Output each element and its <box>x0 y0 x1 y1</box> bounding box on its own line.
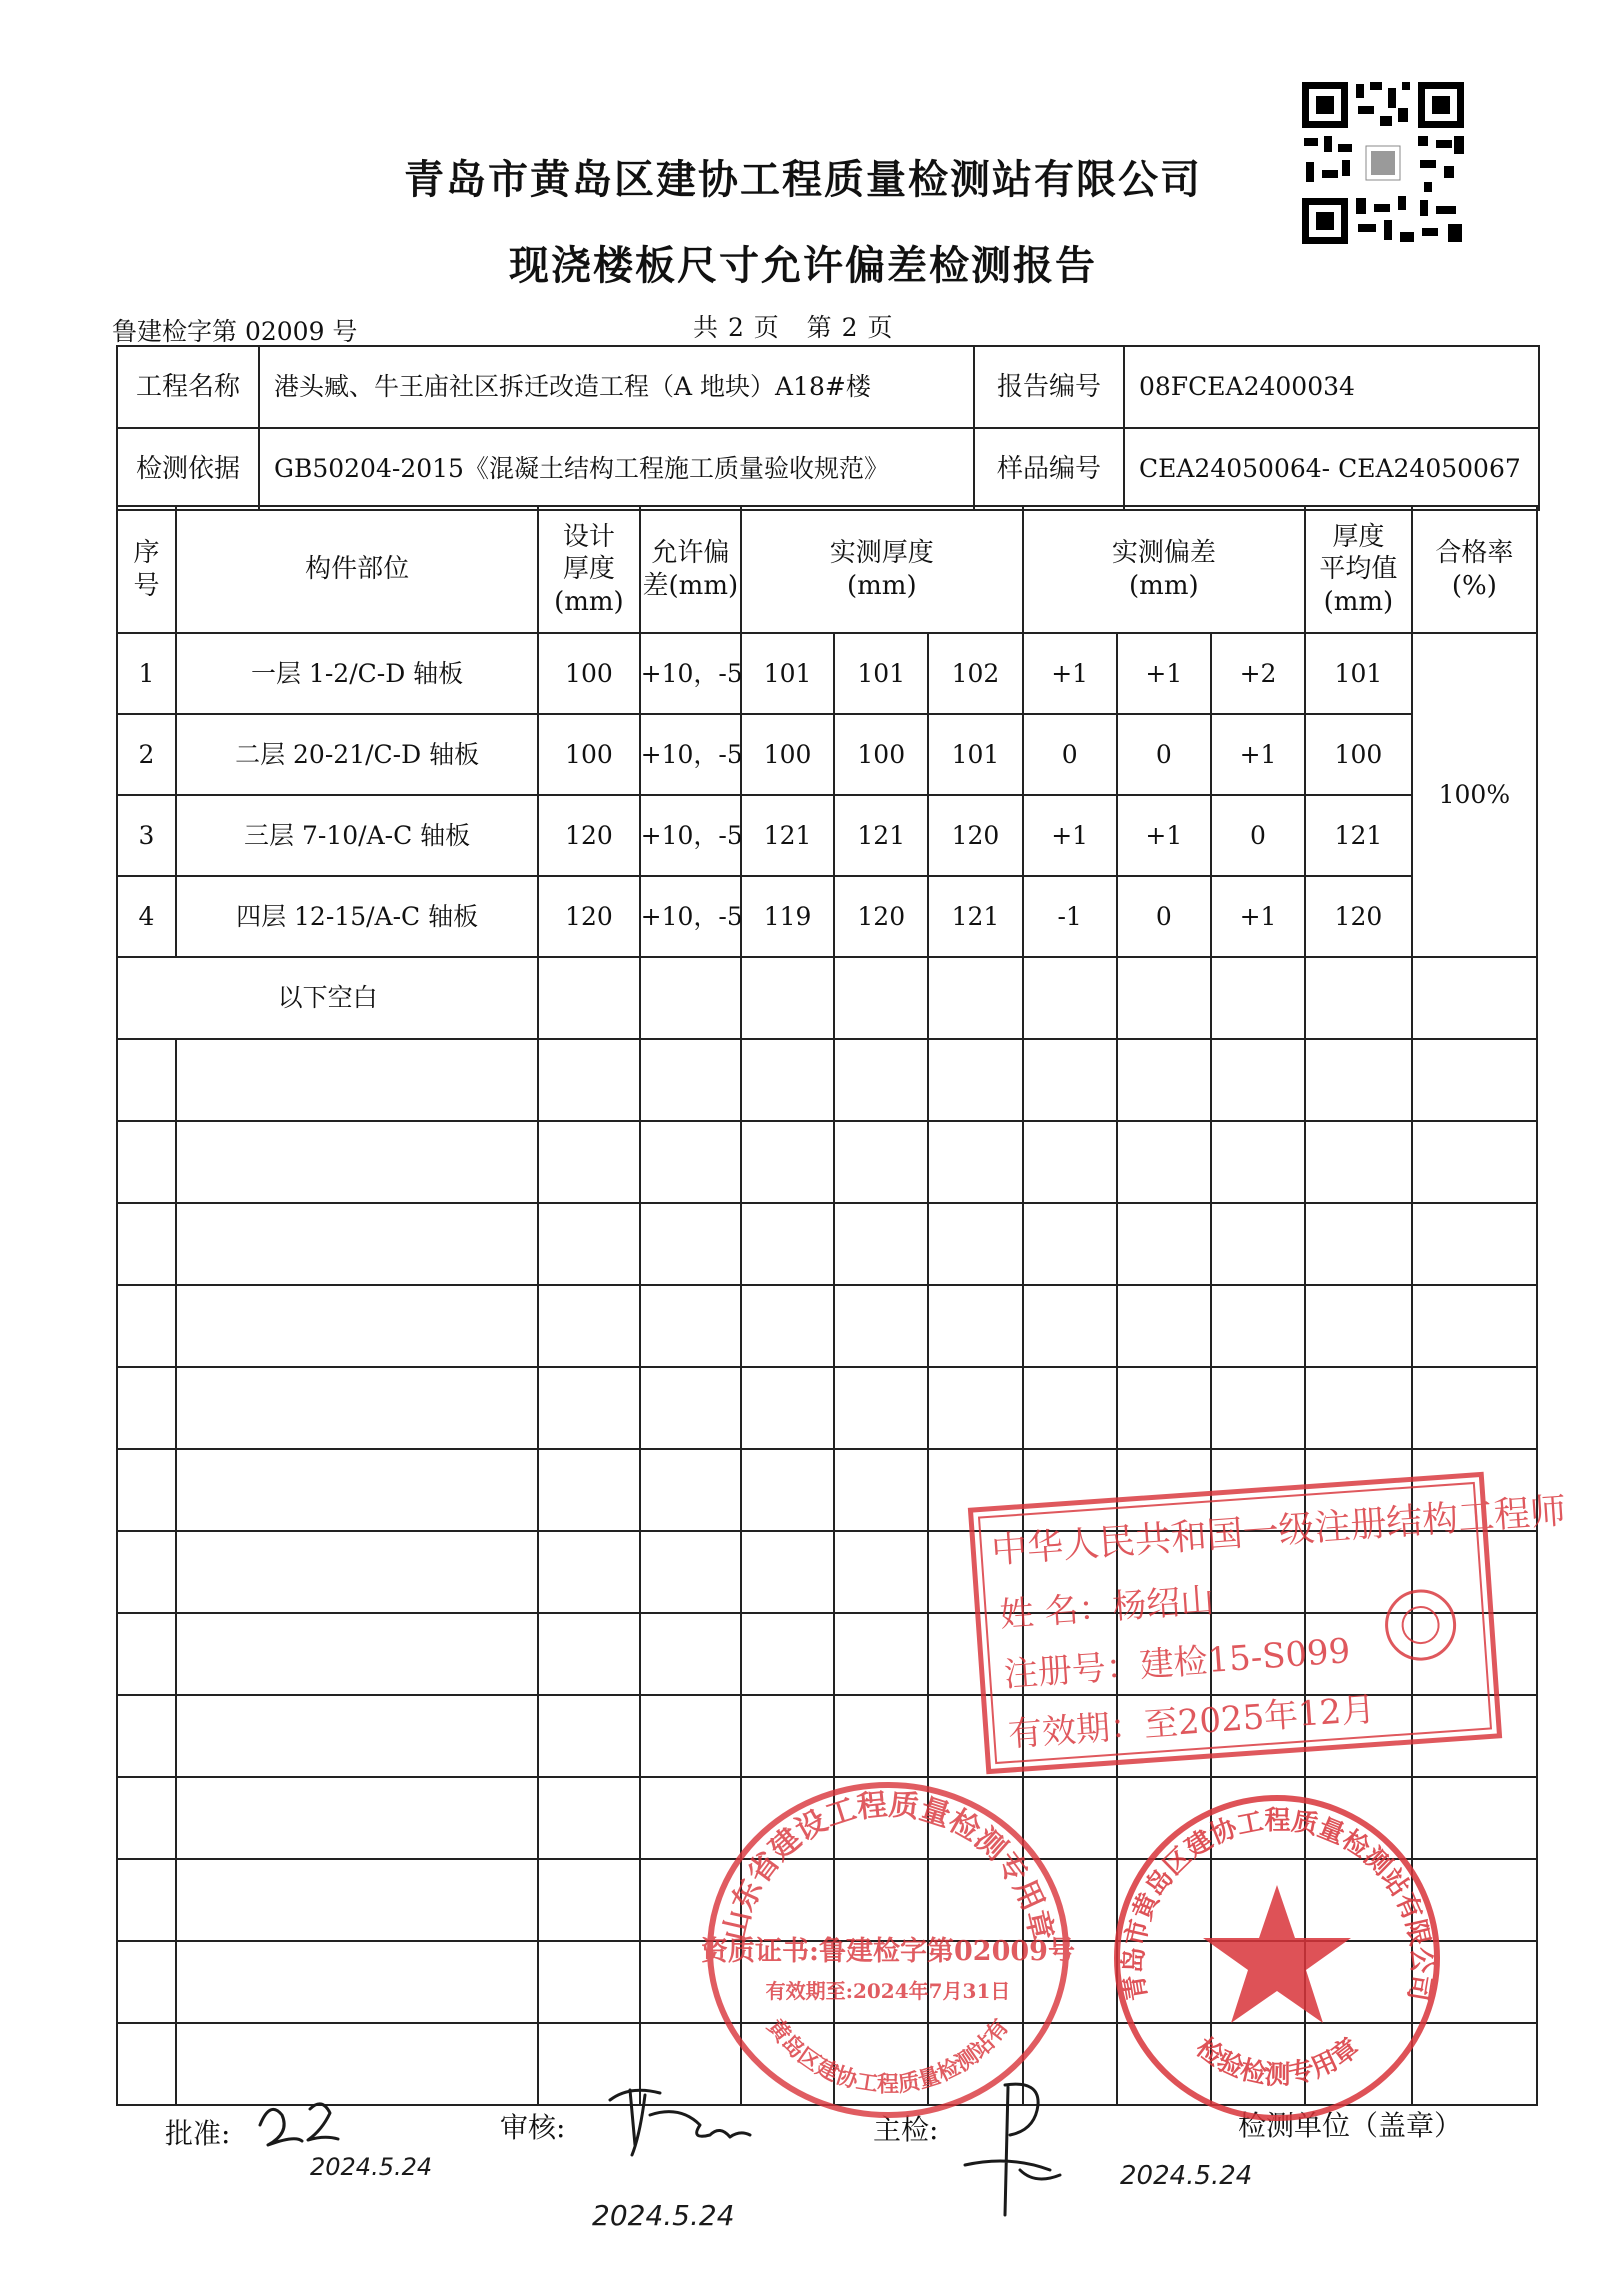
empty-cell <box>1023 1285 1117 1367</box>
row-part: 三层 7-10/A-C 轴板 <box>176 795 538 876</box>
empty-cell <box>117 1859 176 1941</box>
empty-cell <box>1305 1121 1412 1203</box>
blank-note-row <box>117 957 1537 1039</box>
empty-cell <box>176 1941 538 2023</box>
empty-cell <box>640 1613 741 1695</box>
empty-cell <box>928 1121 1022 1203</box>
empty-cell <box>1412 957 1537 1039</box>
row-measured-3: 102 <box>928 633 1022 714</box>
empty-cell <box>1412 1367 1537 1449</box>
row-measured-1: 119 <box>741 876 834 957</box>
row-deviation-3: +1 <box>1211 876 1305 957</box>
row-measured-3: 101 <box>928 714 1022 795</box>
empty-cell <box>834 1613 928 1695</box>
empty-cell <box>741 1695 834 1777</box>
svg-text:山东省建设工程质量检测专用章 <box>717 1787 1059 1944</box>
company-seal-ring: 青岛市黄岛区建协工程质量检测站有限公司 <box>1119 1806 1436 2003</box>
empty-cell <box>176 1531 538 1613</box>
testing-unit-label: 检测单位（盖章） <box>1238 2109 1463 2142</box>
empty-cell <box>538 1121 639 1203</box>
project-name-value: 港头臧、牛王庙社区拆迁改造工程（A 地块）A18#楼 <box>259 346 974 428</box>
empty-cell <box>117 1367 176 1449</box>
row-average: 100 <box>1305 714 1412 795</box>
review-label: 审核: <box>500 2111 566 2144</box>
empty-cell <box>538 1449 639 1531</box>
empty-cell <box>1211 1285 1305 1367</box>
empty-cell <box>640 1121 741 1203</box>
empty-cell <box>176 1449 538 1531</box>
empty-cell <box>538 957 639 1039</box>
empty-row <box>117 1121 1537 1203</box>
empty-cell <box>538 1941 639 2023</box>
empty-cell <box>1412 1285 1537 1367</box>
empty-cell <box>1117 1367 1211 1449</box>
empty-cell <box>928 1285 1022 1367</box>
empty-cell <box>1117 1203 1211 1285</box>
empty-cell <box>741 1367 834 1449</box>
empty-cell <box>834 1367 928 1449</box>
row-part: 四层 12-15/A-C 轴板 <box>176 876 538 957</box>
empty-row <box>117 1039 1537 1121</box>
row-deviation-1: -1 <box>1023 876 1117 957</box>
project-info-table <box>116 345 1540 511</box>
certificate-number: 鲁建检字第 02009 号 <box>112 317 358 346</box>
empty-cell <box>1305 1285 1412 1367</box>
empty-cell <box>1023 1367 1117 1449</box>
row-measured-2: 121 <box>834 795 928 876</box>
empty-cell <box>176 1695 538 1777</box>
empty-cell <box>117 1531 176 1613</box>
review-date: 2024.5.24 <box>592 2199 735 2232</box>
empty-cell <box>834 1695 928 1777</box>
sample-number-label: 样品编号 <box>974 428 1124 510</box>
row-design-thickness: 120 <box>538 876 639 957</box>
header-measured-deviation: 实测偏差 (mm) <box>1023 506 1306 633</box>
project-name-label: 工程名称 <box>117 346 259 428</box>
row-part: 二层 20-21/C-D 轴板 <box>176 714 538 795</box>
empty-cell <box>741 1039 834 1121</box>
empty-cell <box>1117 1039 1211 1121</box>
header-design-thickness: 设计 厚度 (mm) <box>538 506 639 633</box>
empty-cell <box>1211 1203 1305 1285</box>
empty-cell <box>928 1367 1022 1449</box>
report-number-value: 08FCEA2400034 <box>1124 346 1539 428</box>
row-seq: 1 <box>117 633 176 714</box>
row-measured-2: 120 <box>834 876 928 957</box>
empty-cell <box>1305 1367 1412 1449</box>
empty-cell <box>1412 1203 1537 1285</box>
empty-cell <box>741 1531 834 1613</box>
row-allowed-deviation: +10，-5 <box>640 795 741 876</box>
row-deviation-3: 0 <box>1211 795 1305 876</box>
empty-cell <box>176 1613 538 1695</box>
empty-cell <box>834 1285 928 1367</box>
empty-cell <box>834 1121 928 1203</box>
header-pass-rate: 合格率 (%) <box>1412 506 1537 633</box>
empty-cell <box>741 1449 834 1531</box>
row-average: 121 <box>1305 795 1412 876</box>
row-measured-1: 100 <box>741 714 834 795</box>
empty-cell <box>538 1039 639 1121</box>
empty-cell <box>538 1777 639 1859</box>
empty-cell <box>640 1449 741 1531</box>
inspect-date: 2024.5.24 <box>1120 2161 1253 2191</box>
empty-row <box>117 1367 1537 1449</box>
approve-label: 批准: <box>165 2117 231 2150</box>
empty-cell <box>834 957 928 1039</box>
row-design-thickness: 100 <box>538 714 639 795</box>
empty-cell <box>1117 1121 1211 1203</box>
row-allowed-deviation: +10，-5 <box>640 714 741 795</box>
empty-cell <box>741 1613 834 1695</box>
table-row <box>117 633 1537 714</box>
row-deviation-2: +1 <box>1117 633 1211 714</box>
empty-cell <box>1305 1039 1412 1121</box>
empty-cell <box>176 1859 538 1941</box>
empty-cell <box>1211 1039 1305 1121</box>
empty-cell <box>741 1285 834 1367</box>
table-row <box>117 876 1537 957</box>
empty-cell <box>1412 1121 1537 1203</box>
empty-row <box>117 1285 1537 1367</box>
row-measured-3: 120 <box>928 795 1022 876</box>
empty-cell <box>538 1613 639 1695</box>
row-seq: 4 <box>117 876 176 957</box>
empty-cell <box>928 957 1022 1039</box>
row-deviation-3: +1 <box>1211 714 1305 795</box>
provincial-seal-line2: 有效期至:2024年7月31日 <box>765 1979 1011 2003</box>
empty-cell <box>538 1285 639 1367</box>
row-measured-2: 100 <box>834 714 928 795</box>
empty-cell <box>1117 1285 1211 1367</box>
inspect-label: 主检: <box>873 2113 939 2146</box>
empty-cell <box>176 1777 538 1859</box>
engineer-stamp-line3: 注册号：建检15-S099 <box>1002 1631 1352 1696</box>
empty-cell <box>117 1613 176 1695</box>
empty-cell <box>1023 957 1117 1039</box>
provincial-seal-bottom: 青岛市黄岛区建协工程质量检测站有限公司 <box>691 1750 1015 2098</box>
row-measured-1: 101 <box>741 633 834 714</box>
header-seq: 序 号 <box>117 506 176 633</box>
report-number-label: 报告编号 <box>974 346 1124 428</box>
inspect-date-box <box>1120 2148 1340 2198</box>
page-count: 共 2 页 第 2 页 <box>693 313 894 342</box>
empty-cell <box>176 1121 538 1203</box>
report-title: 现浇楼板尺寸允许偏差检测报告 <box>509 242 1097 289</box>
row-measured-2: 101 <box>834 633 928 714</box>
empty-cell <box>640 1285 741 1367</box>
qr-code <box>1298 78 1468 248</box>
row-design-thickness: 120 <box>538 795 639 876</box>
empty-cell <box>117 1777 176 1859</box>
company-seal-bottom: 检验检测专用章 <box>1190 2032 1365 2091</box>
empty-cell <box>741 1121 834 1203</box>
empty-cell <box>834 1203 928 1285</box>
svg-text:检验检测专用章 <box>1190 2032 1365 2091</box>
empty-cell <box>117 1449 176 1531</box>
row-seq: 3 <box>117 795 176 876</box>
test-basis-label: 检测依据 <box>117 428 259 510</box>
empty-cell <box>640 1531 741 1613</box>
empty-cell <box>834 1531 928 1613</box>
empty-cell <box>640 1367 741 1449</box>
empty-cell <box>640 1203 741 1285</box>
row-deviation-1: +1 <box>1023 795 1117 876</box>
provincial-seal <box>691 1750 1075 2120</box>
empty-cell <box>117 1203 176 1285</box>
empty-cell <box>640 1039 741 1121</box>
empty-cell <box>1211 1367 1305 1449</box>
row-allowed-deviation: +10，-5 <box>640 876 741 957</box>
empty-cell <box>928 1039 1022 1121</box>
empty-cell <box>176 1203 538 1285</box>
header-measured-thickness: 实测厚度 (mm) <box>741 506 1023 633</box>
provincial-seal-line1: 资质证书:鲁建检字第02009号 <box>701 1936 1075 1967</box>
row-measured-1: 121 <box>741 795 834 876</box>
company-name: 青岛市黄岛区建协工程质量检测站有限公司 <box>404 156 1202 203</box>
empty-cell <box>538 1695 639 1777</box>
row-deviation-1: 0 <box>1023 714 1117 795</box>
empty-cell <box>1305 957 1412 1039</box>
empty-cell <box>834 1449 928 1531</box>
provincial-seal-ring: 山东省建设工程质量检测专用章 <box>716 1787 1060 1945</box>
empty-cell <box>1211 957 1305 1039</box>
empty-cell <box>1211 1121 1305 1203</box>
empty-cell <box>640 957 741 1039</box>
empty-cell <box>741 957 834 1039</box>
blank-note: 以下空白 <box>117 957 538 1039</box>
table-row <box>117 795 1537 876</box>
header-part: 构件部位 <box>176 506 538 633</box>
pass-rate-value: 100% <box>1412 633 1537 957</box>
header-allowed-deviation: 允许偏 差(mm) <box>640 506 741 633</box>
row-deviation-1: +1 <box>1023 633 1117 714</box>
row-allowed-deviation: +10，-5 <box>640 633 741 714</box>
empty-cell <box>741 1203 834 1285</box>
empty-cell <box>176 1367 538 1449</box>
row-deviation-2: +1 <box>1117 795 1211 876</box>
row-average: 120 <box>1305 876 1412 957</box>
header-average-thickness: 厚度 平均值 (mm) <box>1305 506 1412 633</box>
empty-cell <box>1412 1039 1537 1121</box>
empty-cell <box>117 2023 176 2105</box>
engineer-stamp-line1: 中华人民共和国一级注册结构工程师 <box>989 1490 1568 1572</box>
empty-cell <box>1117 957 1211 1039</box>
empty-cell <box>834 1039 928 1121</box>
empty-cell <box>538 1203 639 1285</box>
test-basis-value: GB50204-2015《混凝土结构工程施工质量验收规范》 <box>259 428 974 510</box>
empty-cell <box>117 1039 176 1121</box>
empty-cell <box>640 1695 741 1777</box>
empty-cell <box>1023 1039 1117 1121</box>
table-row <box>117 714 1537 795</box>
empty-cell <box>928 1203 1022 1285</box>
row-part: 一层 1-2/C-D 轴板 <box>176 633 538 714</box>
empty-row <box>117 1203 1537 1285</box>
approver-signature <box>240 2085 480 2185</box>
row-seq: 2 <box>117 714 176 795</box>
row-design-thickness: 100 <box>538 633 639 714</box>
sample-number-value: CEA24050064- CEA24050067 <box>1124 428 1539 510</box>
empty-cell <box>176 1285 538 1367</box>
approve-date: 2024.5.24 <box>310 2153 433 2181</box>
empty-cell <box>117 1941 176 2023</box>
empty-cell <box>1305 1203 1412 1285</box>
empty-cell <box>176 1039 538 1121</box>
row-deviation-2: 0 <box>1117 714 1211 795</box>
row-deviation-3: +2 <box>1211 633 1305 714</box>
empty-cell <box>538 1859 639 1941</box>
engineer-stamp <box>966 1470 1568 1776</box>
row-average: 101 <box>1305 633 1412 714</box>
row-measured-3: 121 <box>928 876 1022 957</box>
engineer-stamp-line4: 有效期：至2025年12月 <box>1006 1689 1377 1756</box>
empty-cell <box>538 1531 639 1613</box>
empty-cell <box>117 1695 176 1777</box>
empty-cell <box>117 1121 176 1203</box>
row-deviation-2: 0 <box>1117 876 1211 957</box>
empty-cell <box>538 1367 639 1449</box>
empty-cell <box>117 1285 176 1367</box>
engineer-stamp-line2: 姓 名：杨绍山 <box>998 1580 1216 1636</box>
empty-cell <box>1023 1121 1117 1203</box>
empty-cell <box>1023 1203 1117 1285</box>
company-seal <box>1105 1790 1450 2125</box>
